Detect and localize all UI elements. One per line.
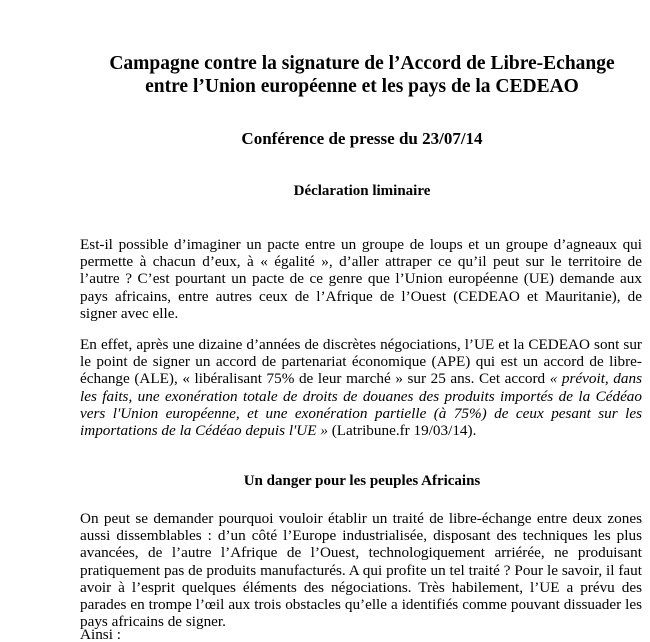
paragraph-negotiations bbox=[80, 336, 642, 439]
paragraph-negotiations-quote: « prévoit, dans les faits, une exonération totale de droits de douanes des produits importés de la Cédéao vers l'Union européenne, et une exonération partielle (à 75%) de ceux pesant sur les importations de la Cédéao depuis l'UE » bbox=[80, 370, 642, 440]
press-conference-subtitle: Conférence de presse du 23/07/14 bbox=[241, 129, 483, 148]
paragraph-negotiations-text: En effet, après une dizaine d’années de discrètes négociations, l’UE et la CEDEAO sont sur le point de signer un accord de partenariat économique (APE) qui est un accord de libre-échange (ALE), « libéralisant 75% de leur marché » sur 25 ans. Cet accord bbox=[80, 336, 642, 388]
section-heading-danger: Un danger pour les peuples Africains bbox=[243, 473, 481, 489]
title-line-2: entre l’Union européenne et les pays de la CEDEAO bbox=[145, 76, 579, 97]
paragraph-ainsi: Ainsi : bbox=[80, 626, 121, 642]
paragraph-negotiations-source: (Latribune.fr 19/03/14). bbox=[327, 422, 477, 440]
title-line-1: Campagne contre la signature de l’Accord de Libre-Echange bbox=[109, 53, 615, 74]
document-title bbox=[0, 52, 650, 98]
paragraph-danger: On peut se demander pourquoi vouloir établir un traité de libre-échange entre deux zones aussi dissemblables : d’un côté l’Europe industrialisée, disposant des techniques les plus avancées, de l’autre l’Afrique de l’Ouest, technologiquement arriérée, ne produisant pratiquement pas de produits manufacturés. A qui profite un tel traité ? Pour le savoir, il faut avoir à l’esprit quelques éléments des négociations. Très habilement, l’UE a prévu des parades en trompe l’œil aux trois obstacles qu’elle a identifiés comme pouvant dissuader les pays africains de signer. bbox=[80, 510, 642, 631]
paragraph-intro: Est-il possible d’imaginer un pacte entre un groupe de loups et un groupe d’agneaux qui permette à chacun d’eux, à « égalité », d’aller attraper ce qu’il peut sur le territoire de l’autre ? C’est pourtant un pacte de ce genre que l’Union européenne (UE) demande aux pays africains, entre autres ceux de l’Afrique de l’Ouest (CEDEAO et Mauritanie), de signer avec elle. bbox=[80, 236, 642, 322]
section-heading-declaration: Déclaration liminaire bbox=[293, 183, 431, 199]
